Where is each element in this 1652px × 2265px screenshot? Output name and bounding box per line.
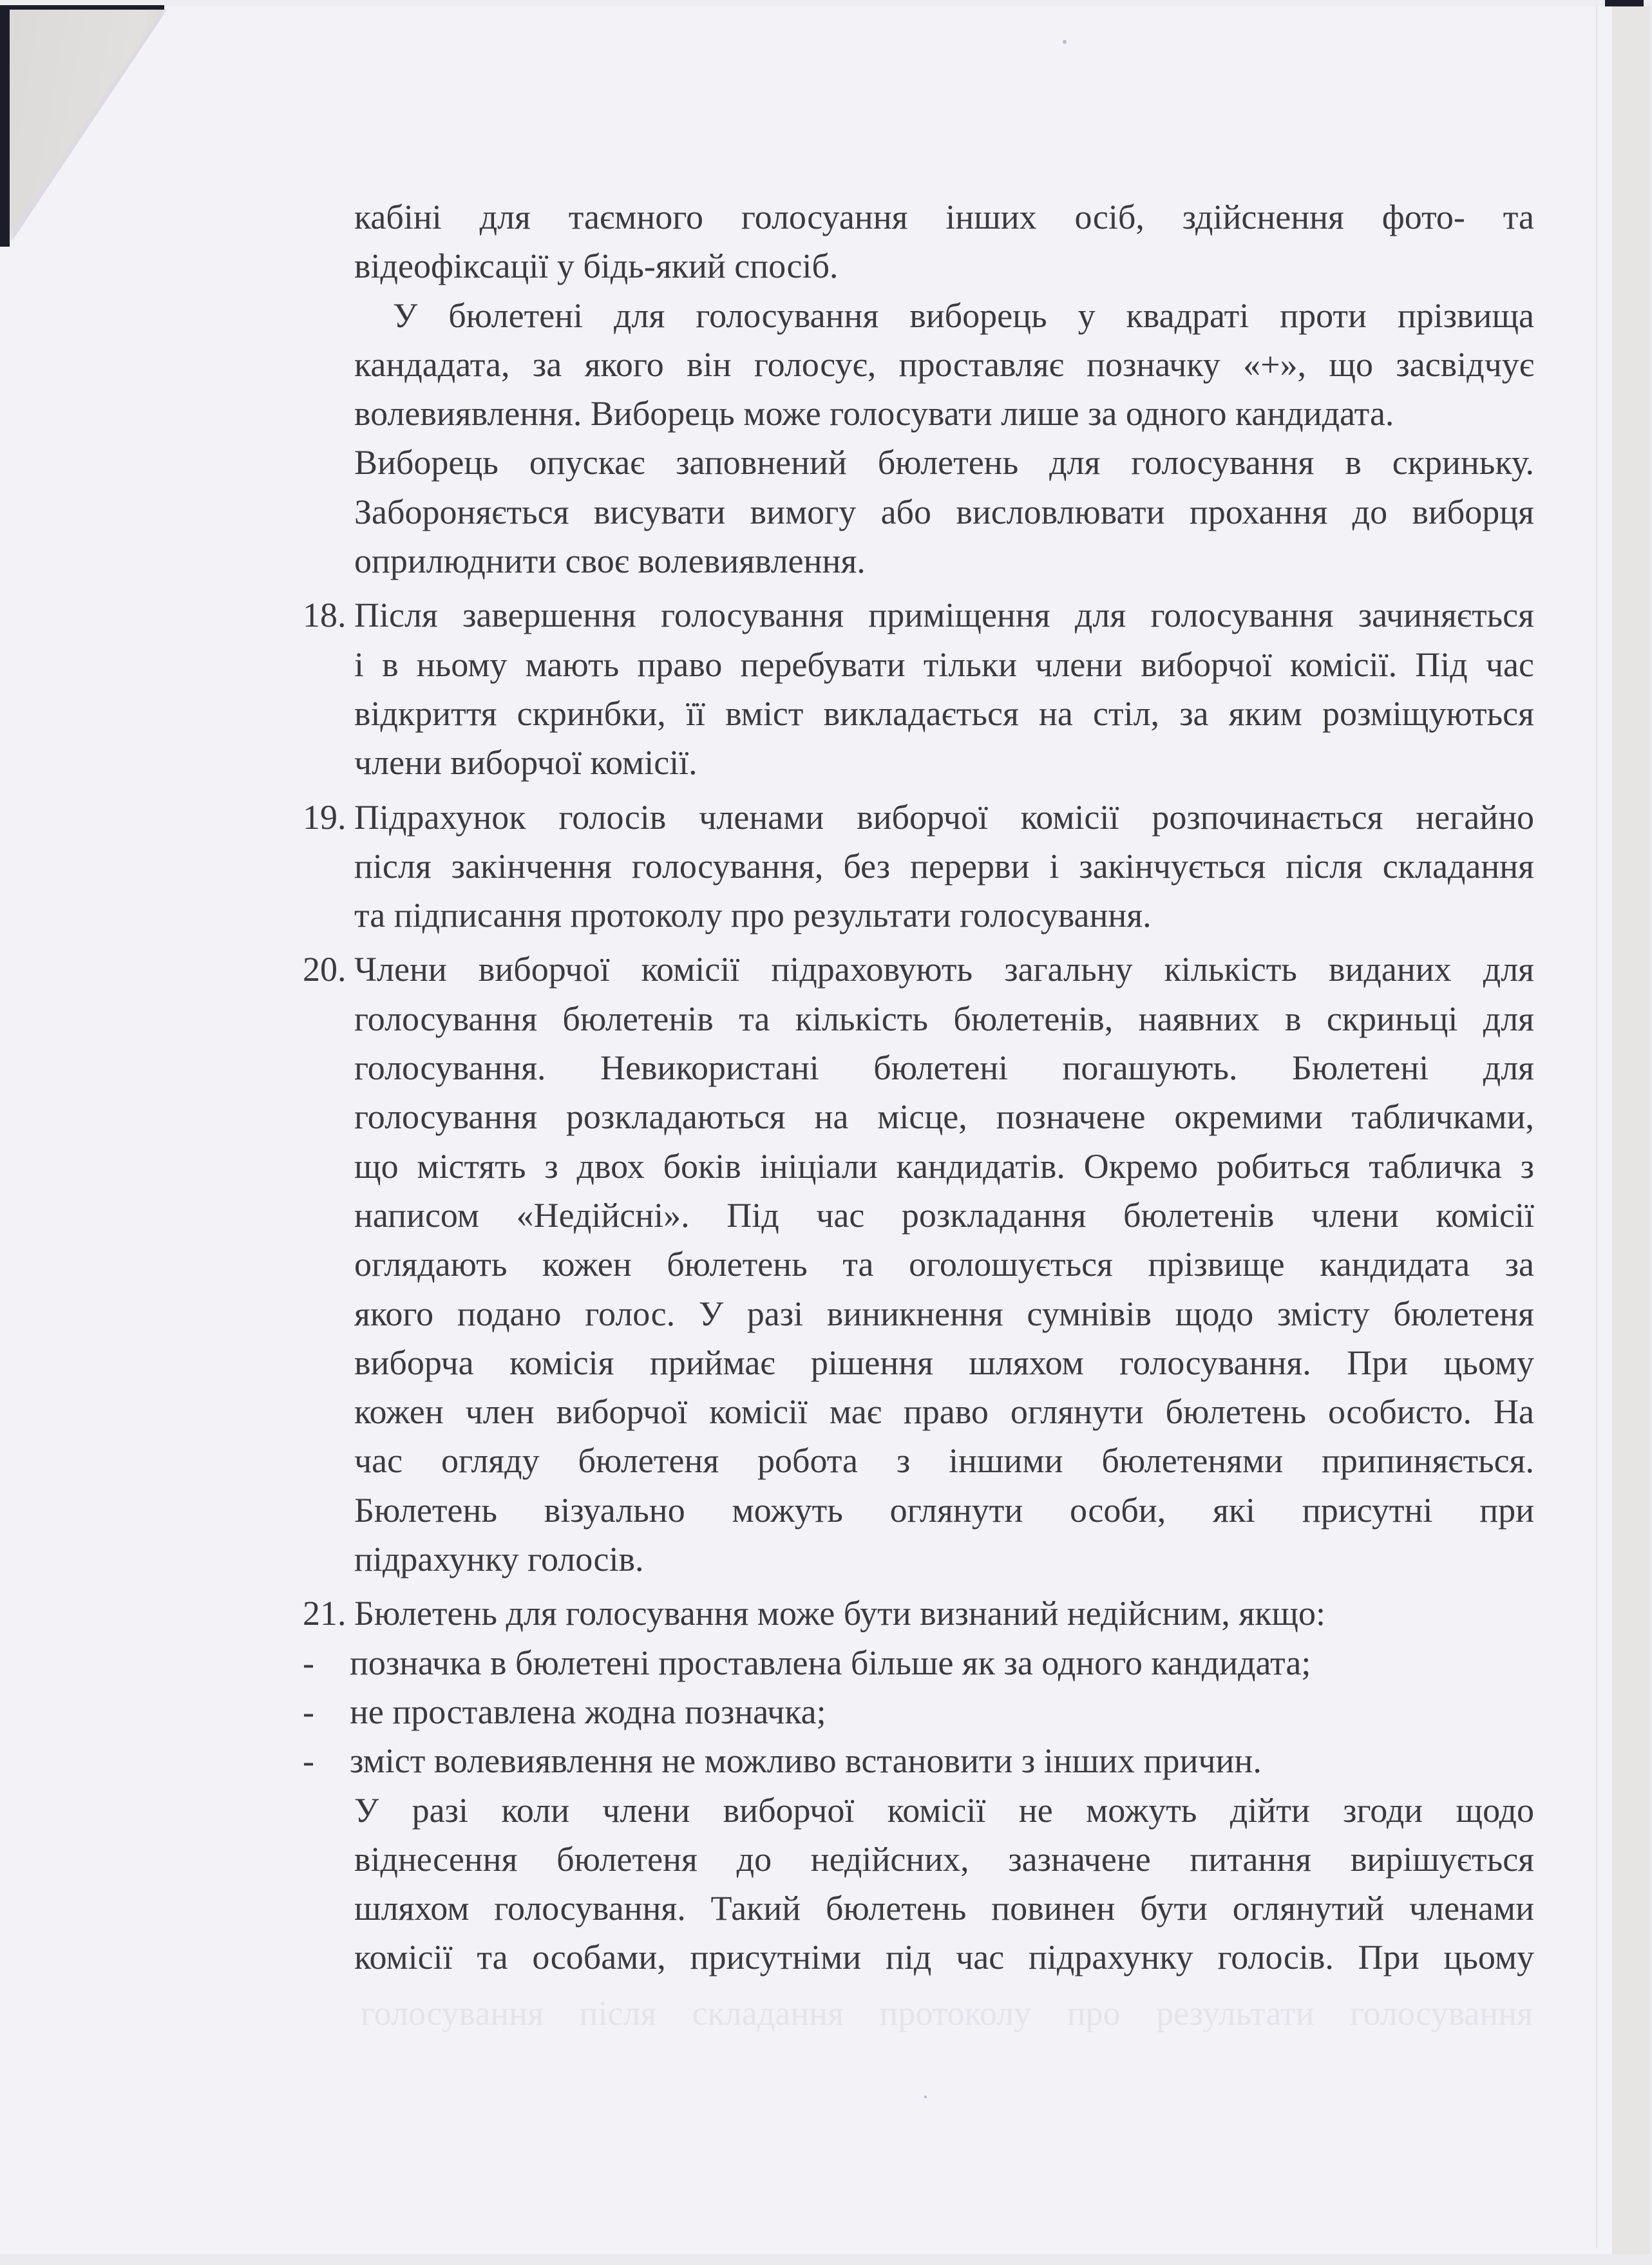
text-line: якого подано голос. У разі виникнення сумнівів щодо змісту бюлетеня [354, 1294, 1534, 1333]
text-line: оприлюднити своє волевиявлення. [354, 542, 866, 581]
dash-bullet-icon: - [303, 1741, 314, 1781]
text-line: У бюлетені для голосування виборець у квадраті проти прізвища [393, 296, 1534, 335]
text-line: час огляду бюлетеня робота з іншими бюлетенями припиняється. [354, 1441, 1534, 1481]
text-line: Забороняється висувати вимогу або висловлювати прохання до виборця [354, 492, 1534, 531]
text-line: відкриття скринбки, її вміст викладається на стіл, за яким розміщуються [354, 694, 1534, 733]
scan-border-top [0, 5, 164, 10]
text-line: шляхом голосування. Такий бюлетень повинен бути оглянутий членами [354, 1889, 1534, 1928]
text-line: віднесення бюлетеня до недійсних, зазначене питання вирішується [354, 1839, 1534, 1879]
paper-speck [1063, 40, 1067, 44]
scan-margin-bottom [0, 2254, 1652, 2265]
item-number: 20. [303, 950, 347, 989]
item-number: 18. [303, 596, 347, 635]
text-line [303, 1589, 1534, 1638]
text-line: і в ньому мають право перебувати тільки члени виборчої комісії. Під час [354, 645, 1534, 684]
text-line: що містять з двох боків ініціали кандидатів. Окремо робиться табличка з [354, 1146, 1534, 1186]
scan-border-top-right [1605, 0, 1644, 6]
line-text: Підрахунок голосів членами виборчої комісії розпочинається негайно [354, 797, 1534, 837]
text-line: У разі коли члени виборчої комісії не можуть дійти згоди щодо [354, 1790, 1534, 1830]
numbered-item-19 [303, 793, 1534, 940]
text-line: Бюлетень візуально можуть оглянути особи, які присутні при [354, 1490, 1534, 1530]
paper-speck [924, 2096, 927, 2098]
line-text: Бюлетень для голосування може бути визнаний недійсним, якщо: [354, 1594, 1326, 1633]
list-item-text: не проставлена жодна позначка; [350, 1692, 826, 1731]
text-line [303, 591, 1534, 640]
text-line [303, 945, 1534, 994]
dash-bullet-icon: - [303, 1643, 314, 1682]
text-line: голосування. Невикористані бюлетені погашують. Бюлетені для [354, 1048, 1534, 1088]
text-line: відеофіксації у бідь-який спосіб. [354, 247, 839, 286]
list-item [303, 1687, 1534, 1736]
line-text: Після завершення голосування приміщення для голосування зачиняється [354, 596, 1534, 635]
paragraph-ballot-marking [303, 291, 1534, 439]
item-number: 21. [303, 1594, 347, 1633]
item-number: 19. [303, 797, 347, 837]
text-line: комісії та особами, присутніми під час підрахунку голосів. При цьому [354, 1938, 1534, 1977]
paragraph-disputed-ballot [303, 1786, 1534, 1982]
paper-edge [1596, 6, 1597, 2248]
text-line: голосування бюлетенів та кількість бюлетенів, наявних в скриньці для [354, 999, 1534, 1038]
scan-margin-right [1612, 6, 1651, 2254]
invalid-ballot-conditions-list [303, 1638, 1534, 1786]
paragraph-intro-continuation [303, 193, 1534, 291]
line-text: Члени виборчої комісії підраховують загальну кількість виданих для [354, 950, 1534, 989]
numbered-item-21 [303, 1589, 1534, 1982]
list-item [303, 1736, 1534, 1785]
dash-bullet-icon: - [303, 1692, 314, 1731]
text-line: голосування розкладаються на місце, позначене окремими табличками, [354, 1097, 1534, 1137]
text-line [303, 793, 1534, 842]
text-line: кабіні для таємного голосуання інших осіб, здійснення фото- та [354, 198, 1534, 236]
numbered-item-20 [303, 945, 1534, 1584]
list-item-text: зміст волевиявлення не можливо встановити з інших причин. [350, 1741, 1262, 1781]
numbered-item-18 [303, 591, 1534, 787]
text-line: кожен член виборчої комісії має право оглянути бюлетень особисто. На [354, 1392, 1534, 1432]
text-line: після закінчення голосування, без перерви і закінчується після складання [354, 846, 1534, 886]
text-line: члени виборчої комісії. [354, 743, 698, 782]
text-line: виборча комісія приймає рішення шляхом голосування. При цьому [354, 1343, 1534, 1382]
list-item [303, 1638, 1534, 1687]
reverse-side-showthrough: голосування після складання протоколу про результати голосування [361, 1994, 1533, 2033]
scan-border-left [0, 5, 10, 247]
text-line: кандадата, за якого він голосує, проставляє позначку «+», що засвідчує [354, 345, 1534, 384]
list-item-text: позначка в бюлетені проставлена більше як за одного кандидата; [350, 1643, 1311, 1682]
text-line: написом «Недійсні». Під час розкладання бюлетенів члени комісії [354, 1195, 1534, 1235]
text-line: Виборець опускає заповнений бюлетень для голосування в скриньку. [354, 443, 1534, 482]
paragraph-ballot-box [303, 438, 1534, 585]
document-body [303, 193, 1534, 1982]
text-line: волевиявлення. Виборець може голосувати лише за одного кандидата. [354, 394, 1394, 433]
text-line: оглядають кожен бюлетень та оголошується прізвище кандидата за [354, 1245, 1534, 1284]
text-line: та підписання протоколу про результати голосування. [354, 896, 1152, 935]
text-line: підрахунку голосів. [354, 1540, 644, 1579]
